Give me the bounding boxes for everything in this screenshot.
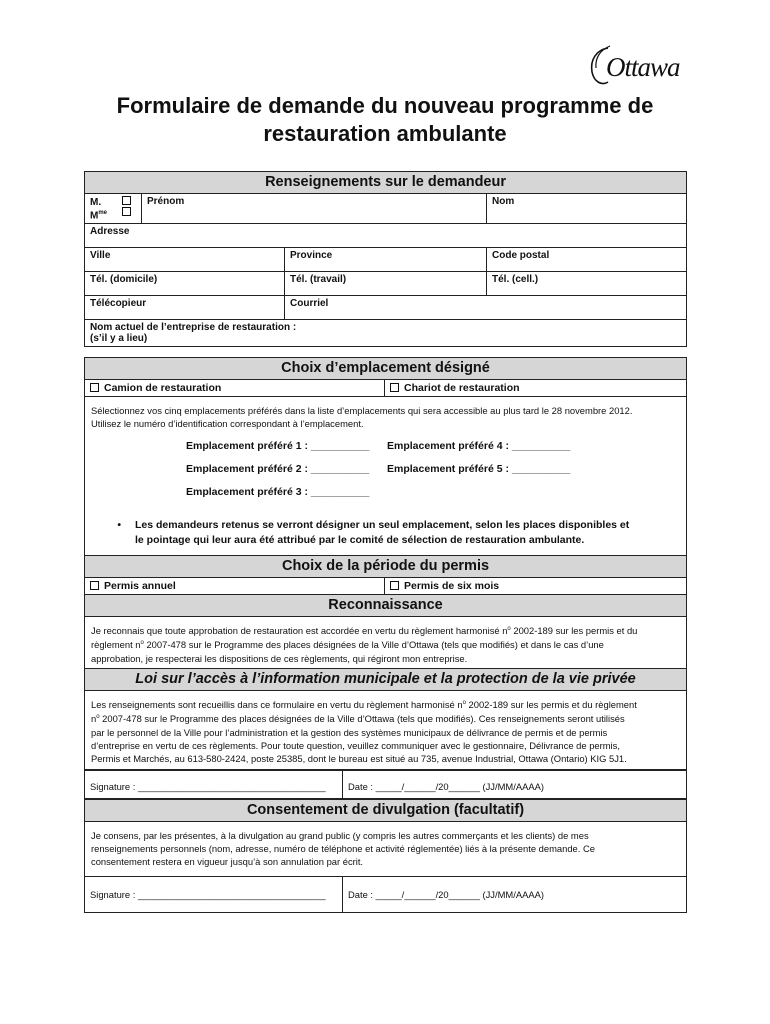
six-month-permit-checkbox[interactable] <box>390 581 399 590</box>
province-label: Province <box>290 250 333 262</box>
location-preferences-cell <box>85 397 687 559</box>
mr-checkbox[interactable] <box>122 196 131 205</box>
section-header-location: Choix d’emplacement désigné <box>85 358 687 380</box>
privacy-date-field[interactable]: Date : _____/______/20______ (JJ/MM/AAAA) <box>343 771 687 799</box>
province-field[interactable] <box>285 248 487 272</box>
option-annual-permit[interactable]: Permis annuel <box>85 578 385 595</box>
section-header-permit: Choix de la période du permis <box>85 556 687 578</box>
applicant-section <box>84 171 687 347</box>
preferred-location-4[interactable]: Emplacement préféré 4 : __________ <box>387 440 571 453</box>
city-field[interactable] <box>85 248 285 272</box>
privacy-signature-field[interactable]: Signature : ____________________________________ <box>85 771 343 799</box>
consent-signature-field[interactable]: Signature : ____________________________________ <box>85 876 343 912</box>
permit-section <box>84 555 687 770</box>
privacy-signature-row <box>84 770 687 799</box>
option-food-truck[interactable]: Camion de restauration <box>85 380 385 397</box>
phone-cell-label: Tél. (cell.) <box>492 274 539 286</box>
fax-label: Télécopieur <box>90 298 147 310</box>
postal-code-label: Code postal <box>492 250 550 262</box>
preferred-location-1[interactable]: Emplacement préféré 1 : __________ <box>186 440 370 453</box>
page-title: Formulaire de demande du nouveau programme de restauration ambulante <box>116 93 654 146</box>
acknowledgement-text: Je reconnais que toute approbation de restauration est accordée en vertu du règlement harmonisé $n^o$ 2002-189 sur les permis et du règlement $n^o$ 2007-478 sur le Programme des places désignées de la Ville d’Ottawa (tels que modifiés) et dans le cas d’une approbation, je respecterai les dispositions de ces règlements, qui régiront mon entreprise. <box>85 617 687 669</box>
last-name-field[interactable] <box>487 194 687 224</box>
consent-text: Je consens, par les présentes, à la divulgation au grand public (y compris les autres commerçants et les clients) de mes renseignements personnels (nom, adresse, numéro de téléphone et activité réglementée) liés à la présente demande. Ce consentement restera en vigueur jusqu’à son annulation par écrit. <box>85 822 687 877</box>
section-header-applicant: Renseignements sur le demandeur <box>85 172 687 194</box>
logo-wordmark: Ottawa <box>606 52 680 82</box>
consent-section <box>84 799 687 913</box>
title-choice-cell <box>85 194 142 224</box>
phone-home-field[interactable] <box>85 272 285 296</box>
address-label: Adresse <box>90 226 130 238</box>
phone-home-label: Tél. (domicile) <box>90 274 158 286</box>
section-header-privacy: Loi sur l’accès à l’information municipale et la protection de la vie privée <box>85 668 687 690</box>
phone-work-field[interactable] <box>285 272 487 296</box>
bullet-icon: • <box>117 519 121 532</box>
phone-cell-field[interactable] <box>487 272 687 296</box>
selection-note: • Les demandeurs retenus se verront désigner un seul emplacement, selon les places disponibles et le pointage qui leur aura été attribué par le comité de sélection de restauration ambulante. <box>91 518 680 548</box>
privacy-text: Les renseignements sont recueillis dans ce formulaire en vertu du règlement harmonisé $n^o$ 2002-189 sur les permis et du règlement $n^o$ 2007-478 sur le Programme des places désignées de la Ville d’Ottawa (tels que modifiés). Ces renseignements seront utilisés par le personnel de la Ville pour l’administration et la gestion des systèmes municipaux de délivrance de permis et de permis d’entreprise en vertu de ces règlements. Pour toute question, veuillez communiquer avec le gestionnaire, Délivrance de permis, Permis et Marchés, au 613-580-2424, poste 25385, dont le bureau est situé au 735, avenue Industrial, Ottawa (Ontario) KIG 5J1. <box>85 690 687 769</box>
first-name-label: Prénom <box>147 196 185 207</box>
email-label: Courriel <box>290 298 329 310</box>
city-label: Ville <box>90 250 111 262</box>
food-truck-checkbox[interactable] <box>90 383 99 392</box>
first-name-field[interactable] <box>142 194 487 224</box>
business-name-field[interactable] <box>85 320 687 347</box>
location-instructions: Sélectionnez vos cinq emplacements préférés dans la liste d’emplacements qui sera accessible au plus tard le 28 novembre 2012. Utilisez le numéro d’identification correspondant à l’emplacement. <box>91 405 633 430</box>
consent-date-field[interactable]: Date : _____/______/20______ (JJ/MM/AAAA) <box>343 876 687 912</box>
option-food-cart[interactable]: Chariot de restauration <box>385 380 687 397</box>
last-name-label: Nom <box>492 196 515 207</box>
preferred-location-2[interactable]: Emplacement préféré 2 : __________ <box>186 463 370 476</box>
phone-work-label: Tél. (travail) <box>290 274 347 286</box>
section-header-consent: Consentement de divulgation (facultatif) <box>85 800 687 822</box>
food-cart-checkbox[interactable] <box>390 383 399 392</box>
address-field[interactable] <box>85 224 687 248</box>
annual-permit-checkbox[interactable] <box>90 581 99 590</box>
ottawa-logo <box>586 44 682 88</box>
postal-code-field[interactable] <box>487 248 687 272</box>
preferred-location-3[interactable]: Emplacement préféré 3 : __________ <box>186 486 370 499</box>
fax-field[interactable] <box>85 296 285 320</box>
mr-label: M. <box>90 197 102 208</box>
email-field[interactable] <box>285 296 687 320</box>
business-name-note: (s’il y a lieu) <box>90 333 148 345</box>
mrs-checkbox[interactable] <box>122 207 131 216</box>
section-header-acknowledgement: Reconnaissance <box>85 595 687 617</box>
preferred-location-5[interactable]: Emplacement préféré 5 : __________ <box>387 463 571 476</box>
mrs-label: $M^{me}$ <box>90 210 108 222</box>
business-name-label: Nom actuel de l’entreprise de restauration : <box>90 322 297 334</box>
option-six-month-permit[interactable]: Permis de six mois <box>385 578 687 595</box>
location-section <box>84 357 687 559</box>
